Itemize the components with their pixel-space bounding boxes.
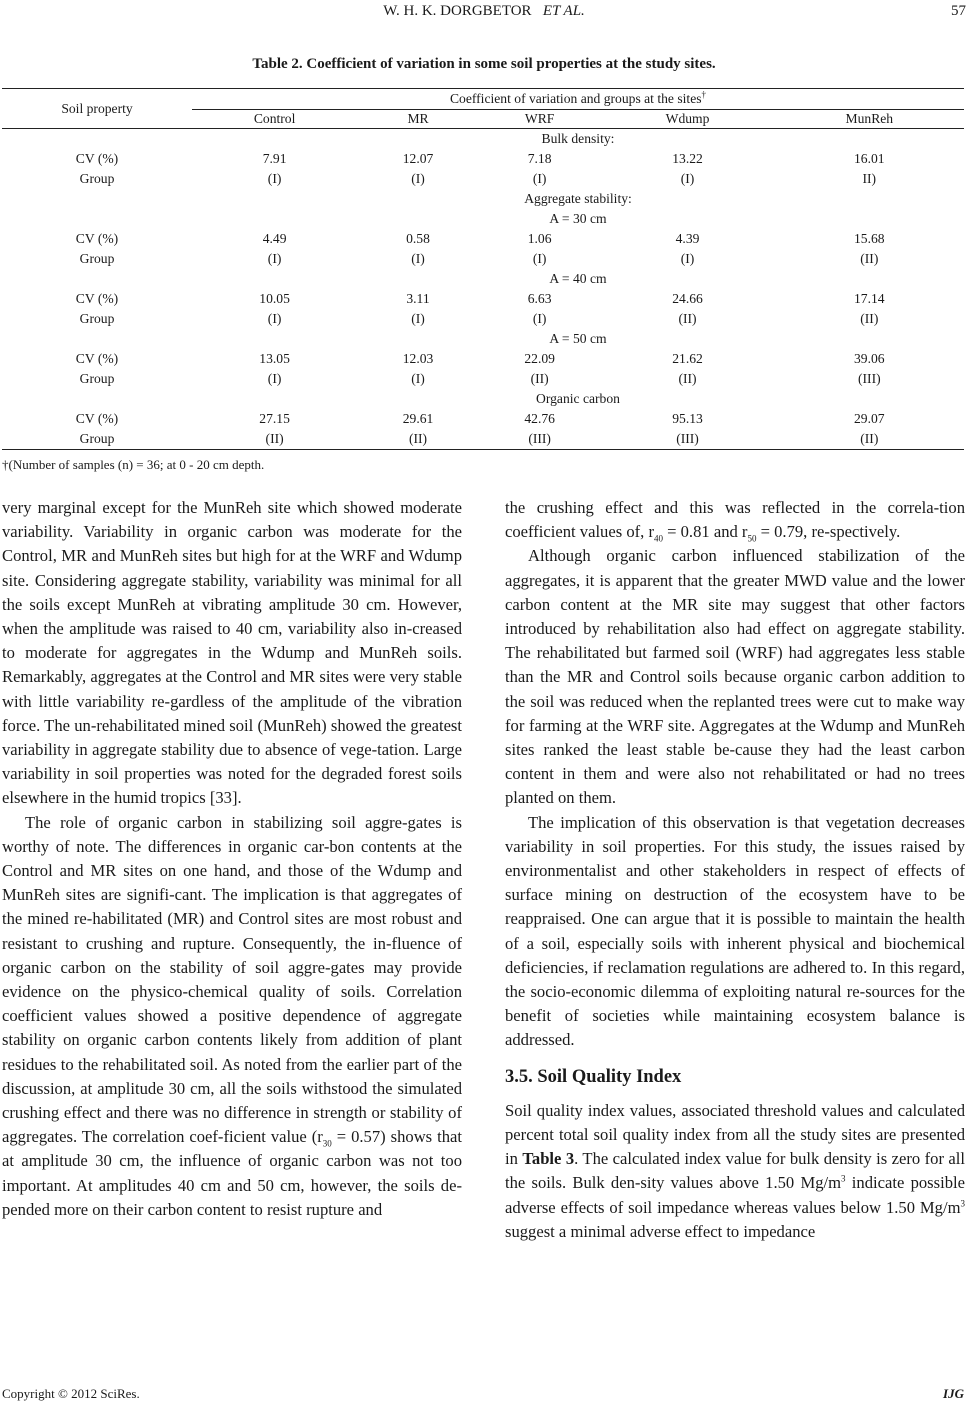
table-cell: (II) [192, 429, 357, 450]
table-cell: 10.05 [259, 291, 290, 306]
section-title: Aggregate stability: [524, 191, 632, 206]
right-p4-text-c: indicate possible adverse effects of soil impedance whereas values below 1.50 Mg/m [505, 1173, 965, 1217]
table-cell: 21.62 [672, 351, 703, 366]
column-header-wdump: Wdump [600, 110, 774, 129]
r30-subscript: 30 [322, 1138, 332, 1149]
cv-table-body [2, 89, 964, 450]
table-row [2, 429, 964, 450]
table-cell: (III) [479, 429, 601, 450]
authors-text: W. H. K. DORGBETOR [383, 3, 532, 19]
blank-cell [2, 269, 192, 289]
table-cell: 39.06 [854, 351, 885, 366]
blank-cell [2, 389, 192, 409]
dagger-mark: † [701, 89, 707, 100]
table-cell: 22.09 [524, 351, 555, 366]
page-number: 57 [951, 3, 966, 19]
cv-group-header [192, 89, 964, 110]
left-p2-text-a: The role of organic carbon in stabilizing soil aggre-gates is worthy of note. The differences in organic car-bon contents at the Control and MR sites on one hand, and those of the Wdump and MunReh sites are signifi-cant. The implication is that aggregates of the mined re-habilitated (MR) and Control sites are most robust and resistant to crushing and rupture. Consequently, the in-fluence of organic carbon on the stability of soil aggre-gates may provide evidence on the physico-chemical quality of soils. Correlation coefficient values showed a positive dependence of aggregate stability on organic carbon contents likely from addition of plant residues to the rehabilitated soil. As noted from the earlier part of the discussion, at amplitude 30 cm, all the soils withstood the simulated crushing effect and there was no difference in strength or stability of aggregates. The correlation coef-ficient value (r [2, 812, 462, 1147]
section-title-row [2, 329, 964, 349]
section-title: A = 50 cm [549, 331, 607, 346]
table-caption: Table 2. Coefficient of variation in some soil properties at the study sites. [252, 56, 716, 72]
table-cell: 24.66 [672, 291, 703, 306]
unit-superscript: 3 [960, 1198, 965, 1209]
blank-cell [2, 129, 192, 150]
left-paragraph-1: very marginal except for the MunReh site which showed moderate variability. Variability in organic carbon was moderate for the Control, MR and MunReh sites but high for at the WRF and Wdump site. Considering aggregate stability, variability was minimal for all the soils except MunReh at vibrating amplitude 30 cm. However, when the amplitude was raised to 40 cm, variability also in-creased to moderate for aggregates in the Wdump and MunReh soils. Remarkably, aggregates at the Control and MR sites were very stable with little variability re-gardless of the amplitude of the vibration force. The un-rehabilitated mined soil (MunReh) showed the greatest variability in aggregate stability due to absence of vege-tation. Large variability in soil properties was noted for the degraded forest soils elsewhere in the humid tropics [33]. [2, 498, 462, 808]
table-cell: 12.03 [402, 351, 434, 366]
table-cell: 15.68 [854, 231, 885, 246]
table-cell: 12.07 [402, 151, 434, 166]
table-cell: (I) [411, 251, 425, 266]
table-cell: (II) [678, 311, 697, 326]
section-title-row [2, 389, 964, 409]
row-label: CV (%) [75, 411, 119, 426]
row-label: Group [79, 371, 115, 386]
column-header-munreh: MunReh [775, 110, 964, 129]
table-cell: (I) [267, 251, 282, 266]
right-paragraph-4 [505, 1099, 965, 1244]
table-cell: (III) [857, 371, 881, 386]
section-title-row [2, 269, 964, 289]
table-cell: 16.01 [854, 151, 885, 166]
running-head [0, 0, 968, 30]
table-cell: (II) [860, 251, 879, 266]
right-p4-text-d: suggest a minimal adverse effect to impedance [505, 1221, 816, 1241]
table-cell: 4.49 [262, 231, 287, 246]
table-cell: (I) [680, 251, 695, 266]
left-paragraph-2 [2, 811, 462, 1222]
r50-subscript: 50 [747, 533, 757, 544]
section-title: A = 40 cm [549, 271, 607, 286]
right-p4-text-b: . The calculated index value for bulk density is zero for all the soils. Bulk den-sity values above 1.50 Mg/m [505, 1149, 965, 1193]
r40-subscript: 40 [653, 533, 663, 544]
row-label: Group [79, 171, 115, 186]
table-cell: (I) [411, 371, 425, 386]
right-p1-text-a: the crushing effect and this was reflected in the correla-tion coefficient values of, r [505, 498, 965, 542]
blank-cell [2, 329, 192, 349]
table-footnote: †(Number of samples (n) = 36; at 0 - 20 cm depth. [2, 457, 265, 472]
table-header-row [2, 89, 964, 110]
unit-superscript: 3 [841, 1173, 846, 1184]
table-3-reference: Table 3 [522, 1149, 575, 1169]
right-paragraph-2: Although organic carbon influenced stabilization of the aggregates, it is apparent that the greater MWD value and the lower carbon content at the MR site may suggest that other factors introduced by rehabilitation also had effect on aggregate stability. The rehabilitated but farmed soil (WRF) had aggregates less stable than the MR and Control soils because organic carbon addition to the soil was reduced when the replanted trees were cut to make way for farming at the WRF site. Aggregates at the Wdump and MunReh sites ranked the least stable be-cause they had the least carbon content in them and were also not rehabilitated or had no trees planted on them. [505, 546, 965, 808]
blank-cell [2, 189, 192, 209]
table-cell: 6.63 [527, 291, 552, 306]
table-cell: (I) [680, 171, 695, 186]
journal-abbrev: IJG [943, 1386, 964, 1401]
table-row [2, 369, 964, 389]
row-label: CV (%) [75, 231, 119, 246]
row-label: CV (%) [75, 151, 119, 166]
left-column [2, 496, 462, 1222]
table-cell: 42.76 [524, 411, 555, 426]
table-cell: (III) [600, 429, 774, 450]
table-cell: (I) [411, 311, 425, 326]
table-cell: (II) [678, 371, 697, 386]
column-header-control: Control [192, 110, 357, 129]
table-row [2, 249, 964, 269]
right-p4-text-a: Soil quality index values, associated threshold values and calculated percent total soil quality index from all the study sites are presented in [505, 1100, 965, 1169]
table-cell: (I) [267, 311, 282, 326]
table-cell: 95.13 [672, 411, 703, 426]
left-p2-text-b: = 0.57) shows that at amplitude 30 cm, the influence of organic carbon was not too important. At amplitudes 40 cm and 50 cm, however, the soils de-pended more on their carbon content to resist rupture and [2, 1127, 462, 1219]
section-title: Organic carbon [536, 391, 620, 406]
table-cell: (II) [530, 371, 549, 386]
section-title-row [2, 189, 964, 209]
table-cell: 29.07 [854, 411, 885, 426]
table-cell: 0.58 [406, 231, 430, 246]
et-al-text: ET AL. [542, 3, 585, 19]
section-title: Bulk density: [541, 131, 615, 146]
table-cell: 1.06 [527, 231, 552, 246]
table-row [2, 309, 964, 329]
column-header-wrf: WRF [479, 110, 601, 129]
table-row [2, 149, 964, 169]
table-cell: (I) [532, 251, 547, 266]
table-cell: 13.05 [259, 351, 290, 366]
table-cell: 7.18 [527, 151, 552, 166]
table-row [2, 229, 964, 249]
row-label: Group [2, 429, 192, 450]
table-cell: 3.11 [406, 291, 430, 306]
table-cell: (I) [267, 171, 282, 186]
table-row [2, 169, 964, 189]
row-label: Group [79, 311, 115, 326]
row-label: CV (%) [75, 351, 119, 366]
table-row [2, 289, 964, 309]
table-cell: (I) [532, 171, 547, 186]
section-heading: 3.5. Soil Quality Index [505, 1066, 682, 1087]
table-cell: II) [862, 171, 877, 186]
table-cell: 4.39 [675, 231, 700, 246]
table-cell: (II) [860, 311, 879, 326]
right-column [505, 496, 965, 1244]
row-label: CV (%) [75, 291, 119, 306]
copyright-text: Copyright © 2012 SciRes. [2, 1386, 140, 1401]
table-cell: 7.91 [262, 151, 287, 166]
table-cell: (II) [775, 429, 964, 450]
table-cell: 13.22 [672, 151, 703, 166]
cv-table [2, 88, 964, 450]
table-cell: (I) [411, 171, 425, 186]
table-cell: (I) [532, 311, 547, 326]
column-header-mr: MR [357, 110, 479, 129]
right-paragraph-3: The implication of this observation is that vegetation decreases variability in soil properties. For this study, the issues raised by environmentalist and other stakeholders in respect of effects of surface mining on destruction of the ecosystem have to be reappraised. One can argue that it is possible to maintain the health of a soil, especially soils with inherent physical and biochemical deficiencies, if reclamation regulations are adhered to. In this regard, the socio-economic dilemma of exploiting natural re-sources for the benefit of societies while maintaining ecosystem balance is addressed. [505, 812, 965, 1050]
page-footer [2, 1386, 964, 1402]
cv-group-header-text: Coefficient of variation and groups at the sites [449, 91, 702, 106]
section-title-row [2, 209, 964, 229]
section-title: A = 30 cm [549, 211, 607, 226]
table-cell: 27.15 [259, 411, 290, 426]
table-cell: 29.61 [402, 411, 434, 426]
row-label: Group [79, 251, 115, 266]
table-cell: 17.14 [854, 291, 885, 306]
section-title-row [2, 129, 964, 150]
right-p1-text-c: = 0.79, re-spectively. [756, 522, 901, 542]
soil-property-header: Soil property [2, 89, 192, 129]
running-head-authors [0, 0, 968, 22]
table-cell: (II) [357, 429, 479, 450]
table-cell: (I) [267, 371, 282, 386]
table-row [2, 409, 964, 429]
right-p1-text-b: = 0.81 and r [662, 522, 748, 542]
right-paragraph-1 [505, 496, 965, 544]
table-row [2, 349, 964, 369]
blank-cell [2, 209, 192, 229]
